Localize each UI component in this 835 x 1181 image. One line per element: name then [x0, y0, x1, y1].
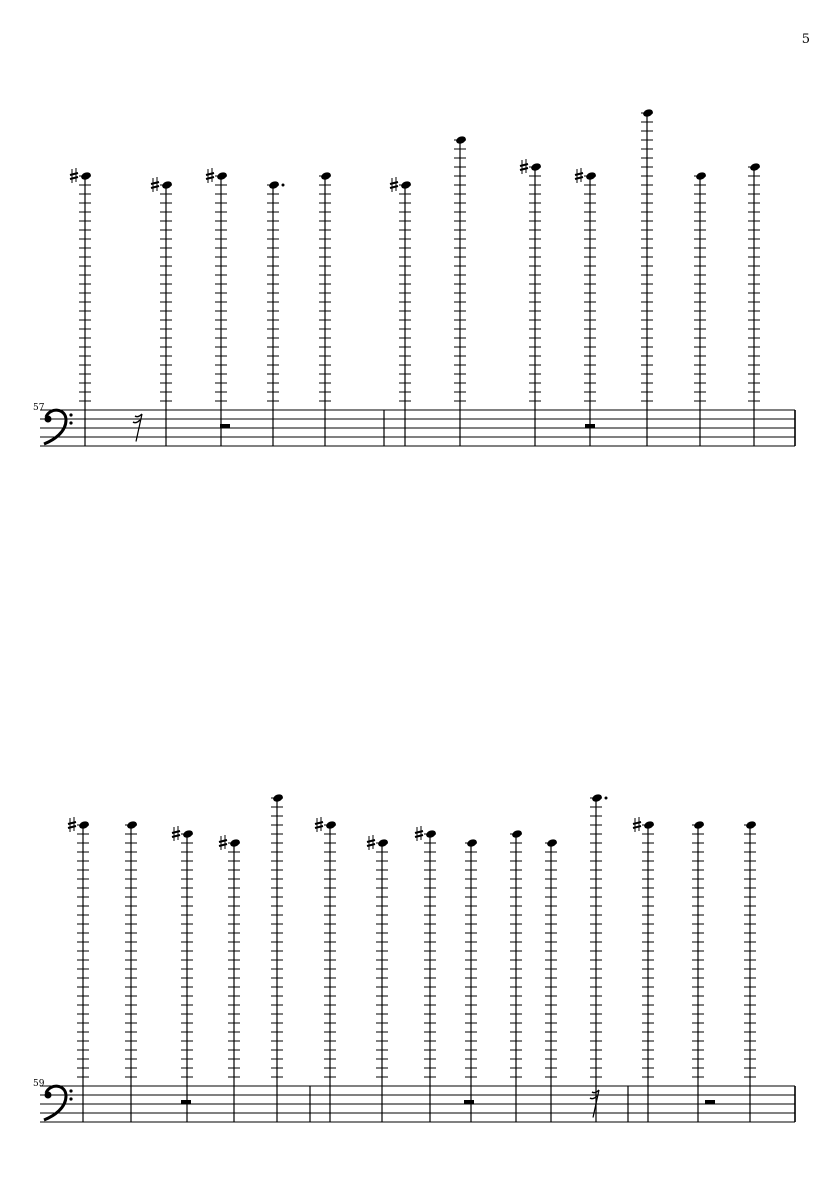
- notehead: [585, 171, 597, 181]
- bass-clef-dot: [69, 421, 72, 424]
- sharp-stroke: [633, 826, 641, 828]
- augmentation-dot: [605, 797, 608, 800]
- note: [454, 135, 467, 446]
- note: [367, 835, 389, 1122]
- measure-number-57: 57: [33, 403, 45, 413]
- note: [520, 159, 542, 446]
- note: [206, 168, 228, 446]
- notehead: [455, 135, 467, 145]
- note: [590, 793, 608, 1122]
- note: [267, 180, 285, 446]
- note: [319, 171, 332, 446]
- sharp-stroke: [219, 840, 227, 842]
- bass-clef-icon: [44, 1086, 73, 1120]
- half-rest: [705, 1100, 715, 1104]
- notehead: [511, 829, 523, 839]
- sharp-icon: [219, 835, 227, 850]
- sharp-stroke: [70, 173, 78, 175]
- note: [125, 820, 138, 1122]
- staff-system-2: [40, 793, 795, 1122]
- note: [694, 171, 707, 446]
- note: [575, 168, 597, 446]
- notehead: [425, 829, 437, 839]
- sharp-stroke: [575, 173, 583, 175]
- half-rest: [464, 1100, 474, 1104]
- page-number: 5: [801, 32, 810, 47]
- sharp-icon: [415, 826, 423, 841]
- note: [68, 817, 90, 1122]
- sharp-icon: [70, 168, 78, 183]
- notehead: [272, 793, 284, 803]
- half-rest: [181, 1100, 191, 1104]
- notehead: [749, 162, 761, 172]
- sharp-icon: [206, 168, 214, 183]
- sharp-stroke: [633, 822, 641, 824]
- sharp-stroke: [151, 182, 159, 184]
- sharp-stroke: [315, 822, 323, 824]
- sharp-icon: [367, 835, 375, 850]
- notehead: [643, 820, 655, 830]
- sharp-stroke: [68, 826, 76, 828]
- sharp-stroke: [68, 822, 76, 824]
- bass-clef-head: [45, 1092, 52, 1099]
- note: [633, 817, 655, 1122]
- notehead: [695, 171, 707, 181]
- half-rest: [220, 424, 230, 428]
- notehead: [325, 820, 337, 830]
- notehead: [530, 162, 542, 172]
- bass-clef-dot: [69, 1089, 72, 1092]
- rest-icon: [585, 424, 595, 428]
- notehead: [216, 171, 228, 181]
- sharp-icon: [172, 826, 180, 841]
- note: [415, 826, 437, 1122]
- sharp-stroke: [415, 831, 423, 833]
- sharp-stroke: [206, 177, 214, 179]
- sharp-icon: [575, 168, 583, 183]
- note: [315, 817, 337, 1122]
- notehead: [377, 838, 389, 848]
- sharp-stroke: [415, 835, 423, 837]
- note: [70, 168, 92, 446]
- bass-clef-body: [44, 1086, 66, 1120]
- note: [151, 177, 173, 446]
- sharp-stroke: [219, 844, 227, 846]
- rest-icon: [181, 1100, 191, 1104]
- rest-icon: [220, 424, 230, 428]
- notehead: [320, 171, 332, 181]
- sharp-stroke: [520, 164, 528, 166]
- bass-clef-dot: [69, 413, 72, 416]
- sharp-stroke: [151, 186, 159, 188]
- sharp-stroke: [70, 177, 78, 179]
- staff-system-1: [40, 108, 795, 446]
- sharp-stroke: [206, 173, 214, 175]
- sharp-stroke: [172, 831, 180, 833]
- sharp-icon: [151, 177, 159, 192]
- sharp-icon: [315, 817, 323, 832]
- note: [692, 820, 705, 1122]
- notehead: [182, 829, 194, 839]
- notehead: [229, 838, 241, 848]
- sharp-icon: [390, 177, 398, 192]
- augmentation-dot: [282, 184, 285, 187]
- notehead: [745, 820, 757, 830]
- sharp-stroke: [367, 840, 375, 842]
- note: [641, 108, 654, 446]
- notehead: [546, 838, 558, 848]
- note: [219, 835, 241, 1122]
- sharp-stroke: [390, 182, 398, 184]
- sharp-stroke: [315, 826, 323, 828]
- notehead: [161, 180, 173, 190]
- note: [545, 838, 558, 1122]
- note: [748, 162, 761, 446]
- sharp-icon: [68, 817, 76, 832]
- rest-icon: [705, 1100, 715, 1104]
- sharp-stroke: [575, 177, 583, 179]
- measure-number-59: 59: [33, 1079, 45, 1089]
- sharp-stroke: [172, 835, 180, 837]
- sharp-stroke: [520, 168, 528, 170]
- note: [465, 838, 478, 1122]
- notehead: [80, 171, 92, 181]
- notehead: [400, 180, 412, 190]
- notehead: [268, 180, 280, 190]
- note: [390, 177, 412, 446]
- notehead: [126, 820, 138, 830]
- notehead: [642, 108, 654, 118]
- rest-icon: [464, 1100, 474, 1104]
- note: [744, 820, 757, 1122]
- sharp-icon: [633, 817, 641, 832]
- notehead: [693, 820, 705, 830]
- bass-clef-icon: [44, 410, 73, 444]
- notehead: [591, 793, 603, 803]
- half-rest: [585, 424, 595, 428]
- note: [271, 793, 284, 1122]
- sharp-icon: [520, 159, 528, 174]
- rest-flag: [133, 420, 140, 423]
- bass-clef-dot: [69, 1097, 72, 1100]
- sharp-stroke: [390, 186, 398, 188]
- bass-clef-head: [45, 416, 52, 423]
- notehead: [78, 820, 90, 830]
- notehead: [466, 838, 478, 848]
- bass-clef-body: [44, 410, 66, 444]
- sharp-stroke: [367, 844, 375, 846]
- note: [172, 826, 194, 1122]
- note: [510, 829, 523, 1122]
